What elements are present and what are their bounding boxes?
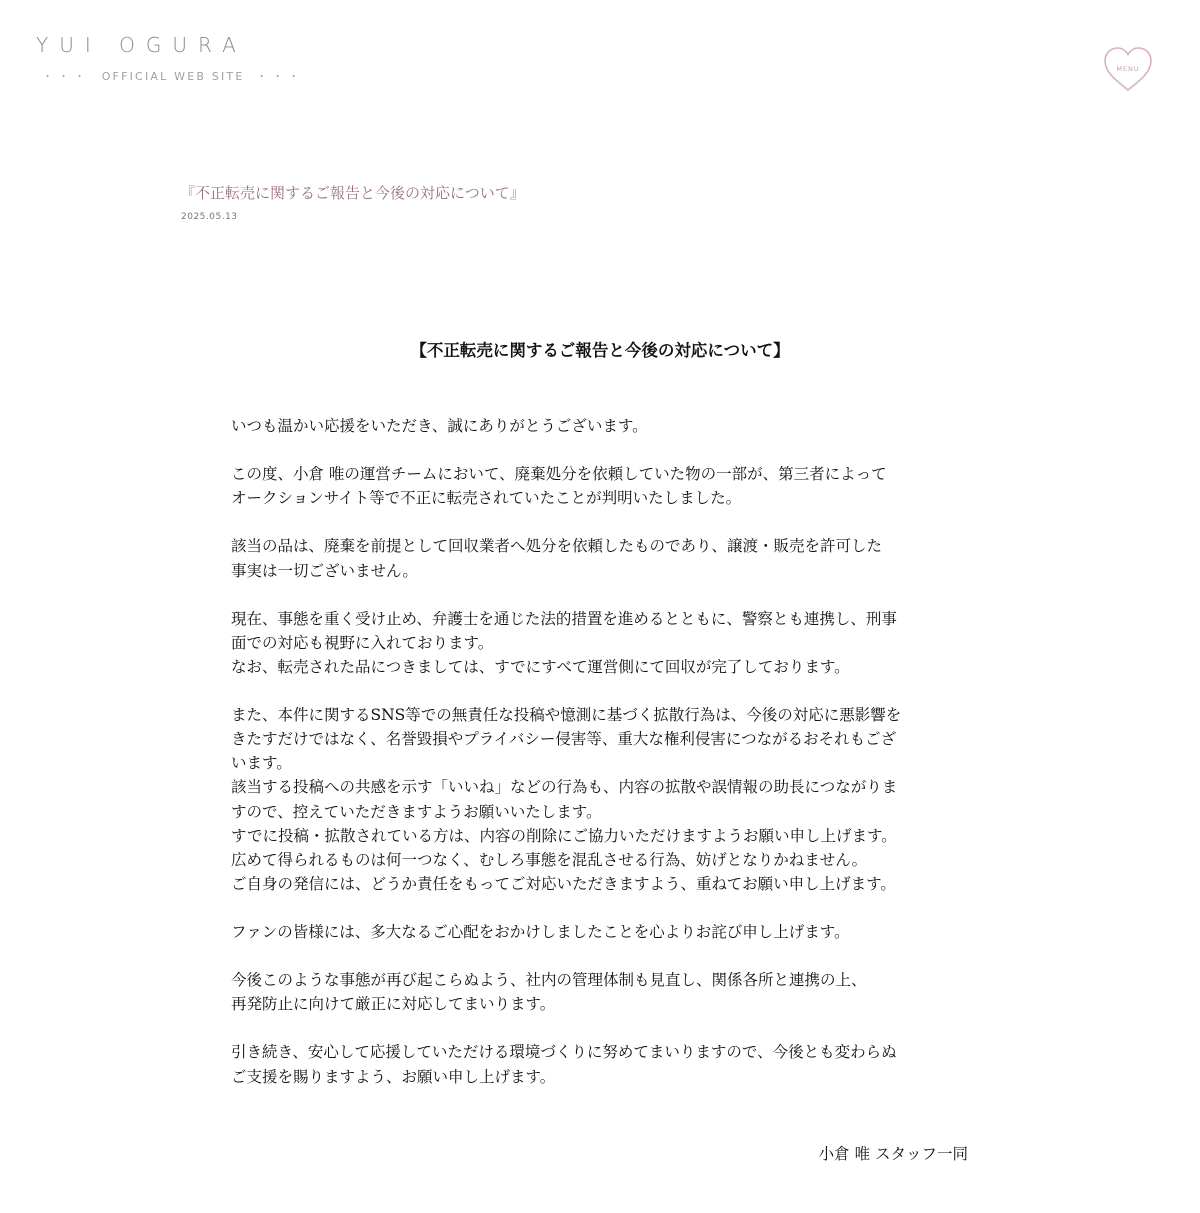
notice-line: 面での対応も視野に入れております。 [231, 633, 494, 652]
notice-line: 広めて得られるものは何一つなく、むしろ事態を混乱させる行為、妨げとなりかねません。 [231, 850, 868, 869]
notice-paragraph [231, 1040, 991, 1088]
notice-line: すでに投稿・拡散されている方は、内容の削除にご協力いただけますようお願い申し上げます。 [231, 826, 897, 845]
menu-button[interactable] [1102, 46, 1154, 94]
notice-line: 該当の品は、廃棄を前提として回収業者へ処分を依頼したものであり、譲渡・販売を許可した [231, 537, 883, 556]
notice-paragraph [231, 703, 991, 896]
notice-line: 事実は一切ございません。 [231, 561, 418, 580]
notice-line: オークションサイト等で不正に転売されていたことが判明いたしました。 [231, 489, 742, 508]
notice-line: ご自身の発信には、どうか責任をもってご対応いただきますよう、重ねてお願い申し上げます。 [231, 874, 896, 893]
notice-line: 該当する投稿への共感を示す「いいね」などの行為も、内容の拡散や誤情報の助長につながりま [231, 778, 898, 797]
notice-heading: 【不正転売に関するご報告と今後の対応について】 [410, 341, 790, 361]
notice-line: また、本件に関するSNS等での無責任な投稿や憶測に基づく拡散行為は、今後の対応に悪影響を [231, 706, 902, 725]
notice-line: 引き続き、安心して応援していただける環境づくりに努めてまいりますので、今後とも変わらぬ [231, 1043, 897, 1062]
notice-paragraph [231, 414, 991, 438]
notice-signature: 小倉 唯 スタッフ一同 [818, 1145, 968, 1163]
notice-paragraph [231, 920, 991, 944]
notice-line: 再発防止に向けて厳正に対応してまいります。 [231, 995, 556, 1014]
notice-paragraph [231, 607, 991, 679]
logo-subtitle: OFFICIAL WEB SITE [101, 70, 245, 83]
notice-line: ファンの皆様には、多大なるご心配をおかけしましたことを心よりお詫び申し上げます。 [231, 922, 850, 941]
notice-paragraph [231, 462, 991, 510]
logo-title: YUI OGURA [36, 33, 247, 57]
notice-line: きたすだけではなく、名誉毀損やプライバシー侵害等、重大な権利侵害につながるおそれもござ [231, 730, 897, 749]
logo-subtitle-row [36, 68, 305, 84]
notice-line: 今後このような事態が再び起こらぬよう、社内の管理体制も見直し、関係各所と連携の上、 [231, 971, 867, 990]
notice-paragraph [231, 968, 991, 1016]
notice-line: います。 [231, 754, 292, 773]
notice-line: いつも温かい応援をいただき、誠にありがとうございます。 [231, 417, 648, 435]
notice-paragraph [231, 534, 991, 582]
post-title[interactable]: 『不正転売に関するご報告と今後の対応について』 [180, 184, 525, 202]
notice-line: 現在、事態を重く受け止め、弁護士を通じた法的措置を進めるとともに、警察とも連携し、刑事 [231, 609, 897, 628]
site-logo[interactable] [36, 32, 305, 84]
notice-line: この度、小倉 唯の運営チームにおいて、廃棄処分を依頼していた物の一部が、第三者によって [231, 465, 887, 484]
notice-body [231, 414, 991, 1113]
logo-dots-right: ・・・ [256, 70, 305, 83]
post-date: 2025.05.13 [181, 212, 238, 222]
logo-dots-left: ・・・ [42, 70, 90, 83]
notice-line: すので、控えていただきますようお願いいたします。 [231, 802, 602, 821]
menu-label: MENU [1116, 65, 1140, 73]
notice-line: なお、転売された品につきましては、すでにすべて運営側にて回収が完了しております。 [231, 657, 850, 676]
notice-line: ご支援を賜りますよう、お願い申し上げます。 [231, 1067, 556, 1086]
